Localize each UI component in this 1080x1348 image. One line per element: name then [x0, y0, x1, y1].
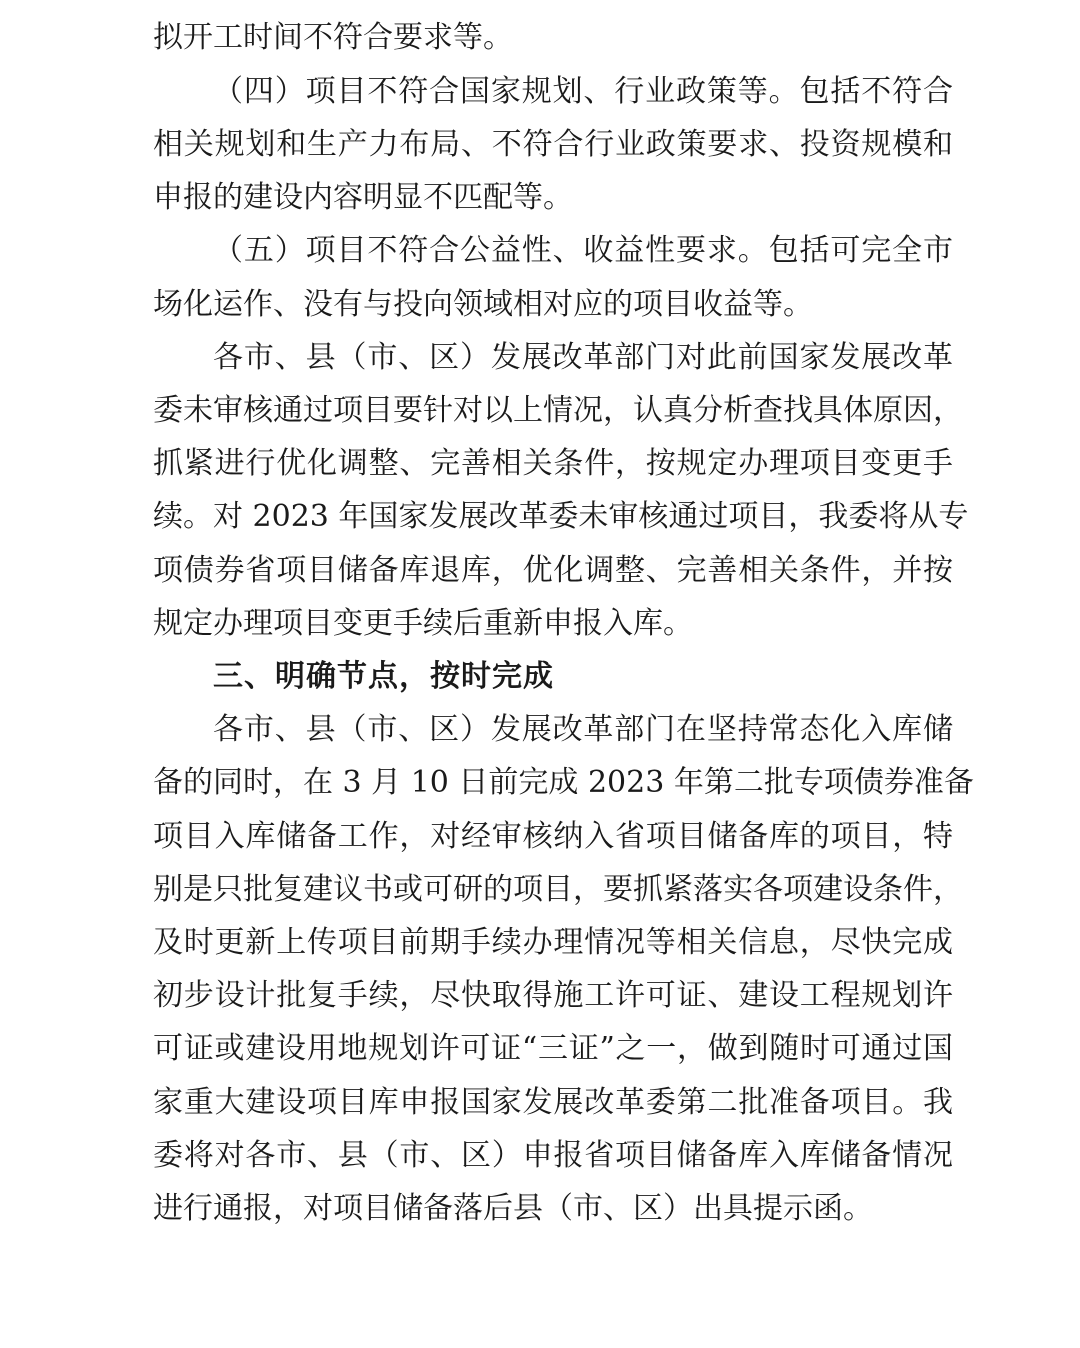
paragraph-line: 备的同时，在 3 月 10 日前完成 2023 年第二批专项债券准备 — [153, 765, 974, 800]
paragraph-line: 别是只批复建议书或可研的项目，要抓紧落实各项建设条件， — [153, 872, 963, 907]
paragraph-line: 申报的建设内容明显不匹配等。 — [153, 180, 573, 215]
paragraph-line: （四）项目不符合国家规划、行业政策等。包括不符合 — [213, 74, 953, 109]
paragraph-line: 抓紧进行优化调整、完善相关条件，按规定办理项目变更手 — [153, 446, 953, 481]
paragraph-line: 相关规划和生产力布局、不符合行业政策要求、投资规模和 — [153, 127, 953, 162]
paragraph-line: 各市、县（市、区）发展改革部门对此前国家发展改革 — [213, 340, 953, 375]
paragraph-line: 家重大建设项目库申报国家发展改革委第二批准备项目。我 — [153, 1085, 953, 1120]
paragraph-line: 场化运作、没有与投向领域相对应的项目收益等。 — [153, 287, 813, 322]
paragraph-line: 拟开工时间不符合要求等。 — [153, 20, 513, 55]
section-heading: 三、明确节点，按时完成 — [213, 659, 554, 694]
paragraph-line: （五）项目不符合公益性、收益性要求。包括可完全市 — [213, 233, 953, 268]
paragraph-line: 进行通报，对项目储备落后县（市、区）出具提示函。 — [153, 1191, 873, 1226]
paragraph-line: 委将对各市、县（市、区）申报省项目储备库入库储备情况 — [153, 1138, 953, 1173]
paragraph-line: 初步设计批复手续，尽快取得施工许可证、建设工程规划许 — [153, 978, 953, 1013]
paragraph-line: 委未审核通过项目要针对以上情况，认真分析查找具体原因， — [153, 393, 963, 428]
paragraph-line: 可证或建设用地规划许可证“三证”之一，做到随时可通过国 — [153, 1031, 953, 1066]
paragraph-line: 规定办理项目变更手续后重新申报入库。 — [153, 606, 693, 641]
paragraph-line: 续。对 2023 年国家发展改革委未审核通过项目，我委将从专 — [153, 499, 969, 534]
paragraph-line: 各市、县（市、区）发展改革部门在坚持常态化入库储 — [213, 712, 953, 747]
paragraph-line: 项目入库储备工作，对经审核纳入省项目储备库的项目，特 — [153, 819, 953, 854]
paragraph-line: 项债券省项目储备库退库，优化调整、完善相关条件，并按 — [153, 553, 953, 588]
paragraph-line: 及时更新上传项目前期手续办理情况等相关信息，尽快完成 — [153, 925, 953, 960]
